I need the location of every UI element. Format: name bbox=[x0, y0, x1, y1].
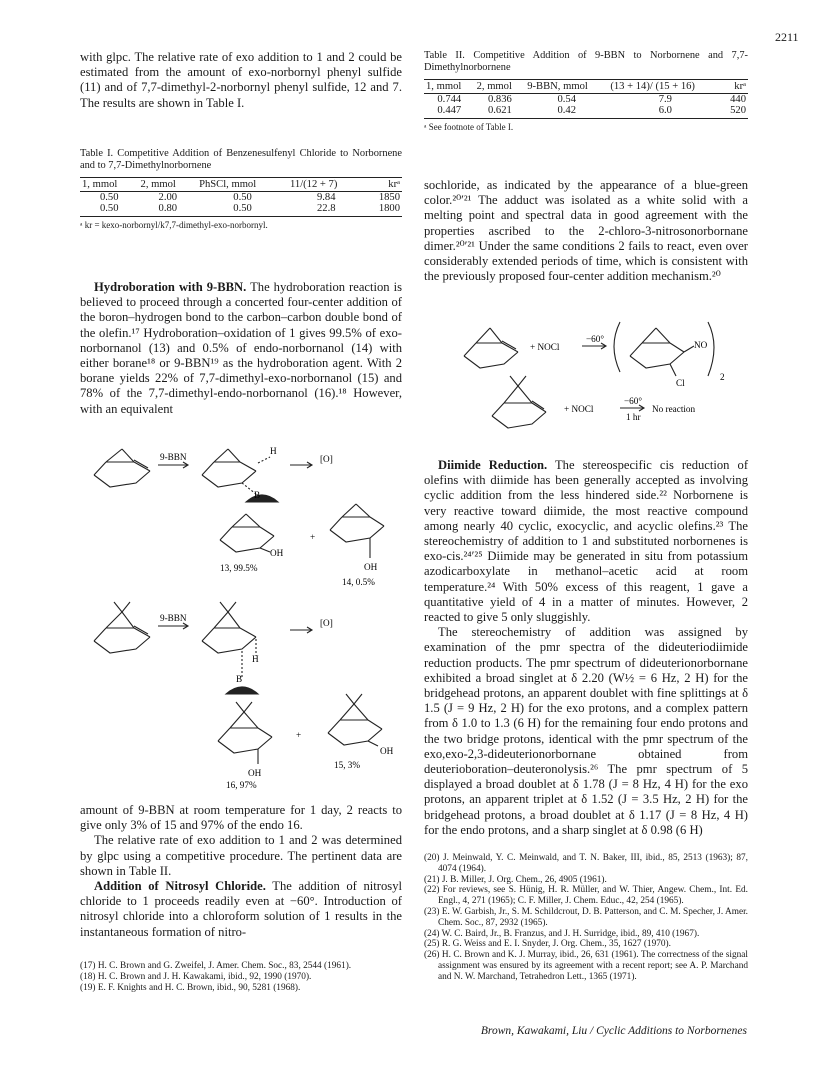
scheme-2-plus: + bbox=[296, 730, 302, 740]
table-2-cell: 0.447 bbox=[424, 105, 475, 119]
table-2-cell: 0.42 bbox=[525, 105, 608, 119]
reference-item: (18) H. C. Brown and J. H. Kawakami, ibid., 92, 1990 (1970). bbox=[80, 971, 312, 982]
table-2-footnote: ᵃ See footnote of Table I. bbox=[424, 122, 514, 132]
scheme-2-b: B bbox=[236, 674, 243, 684]
reference-item: (23) E. W. Garbish, Jr., S. M. Schildcrout, D. B. Patterson, and C. M. Specher, J. Amer. Chem. Soc., 87, 2932 (1965). bbox=[424, 906, 748, 928]
scheme-1-label-14: 14, 0.5% bbox=[342, 577, 375, 587]
table-1-cell: 22.8 bbox=[288, 203, 364, 217]
reference-item: (19) E. F. Knights and H. C. Brown, ibid., 90, 5281 (1968). bbox=[80, 982, 301, 993]
reference-item: (20) J. Meinwald, Y. C. Meinwald, and T. N. Baker, III, ibid., 85, 2513 (1963); 87, 4074 (1964). bbox=[424, 853, 748, 874]
nitrosyl-continued-section bbox=[424, 178, 748, 284]
table-2-header: 1, mmol bbox=[424, 80, 475, 94]
hydroboration-heading: Hydroboration with 9-BBN. bbox=[94, 280, 247, 294]
table-2-intro-paragraph: The relative rate of exo addition to 1 and 2 was determined by glpc using a competitive procedure. The pertinent data are shown in Table II. bbox=[80, 833, 402, 878]
table-1-cell: 0.50 bbox=[99, 192, 119, 203]
table-2-cell: 440 bbox=[730, 94, 746, 105]
running-footer: Brown, Kawakami, Liu / Cyclic Additions to Norbornenes bbox=[480, 1025, 747, 1037]
reference-item: (26) H. C. Brown and K. J. Murray, ibid., 26, 631 (1961). The correctness of the signal assignment was ensured by its agreement with a recent report; see A. P. Marchand and N. W. Marchand, Tetrahedron Lett., 1365 (1971). bbox=[424, 950, 748, 982]
nitrosyl-continued-text: sochloride, as indicated by the appearance of a blue-green color.²⁰ʹ²¹ The adduct was isolated as a white solid with a melting point and spectral data in good agreement with the properties ascribed to the 2-chloro-3-nitrosonorbornane dimer.²⁰ʹ²¹ Under the same conditions 2 fails to react, even over considerably extended periods of time, which is consistent with the previously proposed four-center addition mechanism.²⁰ bbox=[424, 178, 748, 284]
diimide-text: The stereospecific cis reduction of olefins with diimide has been generally accepted as involving cyclic addition from the less hindered side.²² Norbornene is very reactive toward diimide, the most reactive compound among nearly 40 cyclic, exocyclic, and acyclic olefins.²³ The stereochemistry of addition to 1 and substituted norbornenes is exo-cis.²⁴ʹ²⁵ Diimide may be generated in situ from potassium azodicarboxylate in methanol–acetic acid at room temperature.²⁴ With 50% excess of this reagent, 1 gave a quantitative yield of 4 in a matter of minutes. However, 2 reacted to give 5 only sluggishly. bbox=[424, 458, 749, 625]
table-1 bbox=[80, 148, 402, 231]
left-column-intro bbox=[80, 50, 402, 111]
right-references bbox=[424, 853, 748, 983]
table-2-cell: 6.0 bbox=[608, 105, 722, 119]
table-2-header: (13 + 14)/ (15 + 16) bbox=[608, 80, 722, 94]
table-2-header: krᵃ bbox=[722, 80, 748, 94]
table-1-header: PhSCl, mmol bbox=[197, 178, 288, 192]
table-1-cell: 0.50 bbox=[233, 192, 252, 203]
diimide-heading: Diimide Reduction. bbox=[438, 458, 548, 472]
scheme-1-h: H bbox=[270, 446, 277, 456]
scheme-1-label-13: 13, 99.5% bbox=[220, 563, 258, 573]
table-2-caption: Table II. Competitive Addition of 9-BBN to Norbornene and 7,7-Dimethylnorbornene bbox=[424, 50, 748, 73]
table-2-header: 2, mmol bbox=[475, 80, 526, 94]
scheme-2-h: H bbox=[252, 654, 259, 664]
table-2-cell: 0.744 bbox=[437, 94, 462, 105]
nitrosyl-heading: Addition of Nitrosyl Chloride. bbox=[94, 879, 266, 894]
hydroboration-continued: amount of 9-BBN at room temperature for 1 day, 2 reacts to give only 3% of 15 and 97% of the endo 16. bbox=[80, 803, 402, 833]
diimide-section bbox=[424, 458, 748, 838]
hydroboration-text: The hydroboration reaction is believed to proceed through a concerted four-center addition of the boron–hydrogen bond to the carbon–carbon double bond of the olefin.¹⁷ Hydroboration–oxidation of 1 gives 99.5% of exo-norbornanol (13) and 0.5% of endo-norbornanol (14) with either borane¹⁸ or 9-BBN¹⁹ as the hydroboration agent. With 2 borane yields 22% of 7,7-dimethyl-exo-norbornanol (15) and 78% of the 7,7-dimethyl-endo-norbornanol (16).¹⁸ However, with an equivalent bbox=[80, 280, 403, 416]
scheme-1-reagent: 9-BBN bbox=[160, 452, 187, 462]
scheme-3-reagent: + NOCl bbox=[530, 342, 560, 352]
scheme-1-ox: [O] bbox=[320, 454, 333, 464]
scheme-2-label-16: 16, 97% bbox=[226, 780, 257, 790]
table-2-header: 9-BBN, mmol bbox=[525, 80, 608, 94]
reference-item: (24) W. C. Baird, Jr., B. Franzus, and J. H. Surridge, ibid., 89, 410 (1967). bbox=[424, 928, 700, 939]
table-1-grid bbox=[80, 177, 402, 217]
hydroboration-section bbox=[80, 280, 402, 417]
intro-paragraph: with glpc. The relative rate of exo addition to 1 and 2 could be estimated from the amount of exo-norbornyl phenyl sulfide (11) and of 7,7-dimethyl-2-norbornyl phenyl sulfide, 12 and 7. The results are shown in Table I. bbox=[80, 50, 402, 110]
reference-item: (17) H. C. Brown and G. Zweifel, J. Amer. Chem. Soc., 83, 2544 (1961). bbox=[80, 961, 352, 971]
scheme-3-cl: Cl bbox=[676, 378, 685, 388]
scheme-3-temp: −60° bbox=[586, 334, 605, 344]
scheme-3-no: NO bbox=[694, 340, 708, 350]
reference-item: (22) For reviews, see S. Hünig, H. R. Müller, and W. Thier, Angew. Chem., Int. Ed. Engl., 4, 271 (1965); C. F. Miller, J. Chem. Educ., 42, 254 (1965). bbox=[424, 885, 748, 907]
nocl-scheme bbox=[440, 316, 740, 441]
table-2 bbox=[424, 50, 748, 133]
reference-item: (21) J. B. Miller, J. Org. Chem., 26, 4905 (1961). bbox=[424, 874, 607, 885]
scheme-1-oh-exo: OH bbox=[270, 548, 284, 558]
page-number: 2211 bbox=[775, 30, 799, 44]
scheme-2-ox: [O] bbox=[320, 618, 333, 628]
table-1-caption: Table I. Competitive Addition of Benzenesulfenyl Chloride to Norbornene and to 7,7-Dimethylnorbornene bbox=[80, 148, 402, 171]
table-1-footnote: ᵃ kr = kexo-norbornyl/k7,7-dimethyl-exo-norbornyl. bbox=[80, 220, 268, 230]
table-2-cell: 0.621 bbox=[475, 105, 526, 119]
scheme-1-oh-endo: OH bbox=[364, 562, 378, 572]
table-1-header: 11/(12 + 7) bbox=[288, 178, 364, 192]
scheme-1-plus: + bbox=[310, 532, 316, 542]
scheme-4-time: 1 hr bbox=[626, 412, 641, 422]
left-references bbox=[80, 961, 402, 993]
table-1-cell: 1850 bbox=[378, 192, 400, 203]
table-1-header: 1, mmol bbox=[80, 178, 139, 192]
hydroboration-scheme-dimethylnorbornene bbox=[80, 596, 400, 790]
table-1-cell: 2.00 bbox=[158, 192, 178, 203]
scheme-2-label-15: 15, 3% bbox=[334, 760, 361, 770]
table-2-cell: 7.9 bbox=[658, 94, 672, 105]
left-column-continued bbox=[80, 803, 402, 940]
scheme-4-temp: −60° bbox=[624, 396, 643, 406]
scheme-2-oh-endo: OH bbox=[248, 768, 262, 778]
table-1-cell: 0.50 bbox=[80, 203, 139, 217]
table-2-grid bbox=[424, 79, 748, 119]
table-2-cell: 0.54 bbox=[557, 94, 577, 105]
table-1-cell: 9.84 bbox=[316, 192, 336, 203]
table-2-cell: 520 bbox=[722, 105, 748, 119]
table-1-cell: 1800 bbox=[364, 203, 402, 217]
hydroboration-scheme-norbornene bbox=[80, 440, 400, 590]
scheme-2-reagent: 9-BBN bbox=[160, 613, 187, 623]
scheme-4-reagent: + NOCl bbox=[564, 404, 594, 414]
table-1-header: 2, mmol bbox=[139, 178, 198, 192]
table-1-header: krᵃ bbox=[364, 178, 402, 192]
pmr-paragraph: The stereochemistry of addition was assigned by examination of the pmr spectra of the dideuteriodiimide reduction products. The pmr spectrum of dideuterionorbornane exhibited a broad singlet at δ 2.20 (W½ = 6 Hz, 2 H) for the bridgehead protons, an apparent doublet with fine splittings at δ 1.5 (J = 9 Hz, 2 H) for the exo protons, and a complex pattern from δ 1.0 to 1.3 (6 H) for the remaining four endo protons and the two bridge protons, identical with the pmr spectrum of the exo,exo-2,3-dideuterionorbornane obtained from deuterioboration–deuteronolysis.²⁶ The pmr spectrum of 5 displayed a broad doublet at δ 1.78 (J = 8 Hz, 4 H) for the exo protons, an apparent triplet at δ 1.52 (J = 3.5 Hz, 2 H) for the bridgehead protons, a broad doublet at δ 1.17 (J = 8 Hz, 4 H) for the endo protons, and a sharp singlet at δ 0.98 (6 H) bbox=[424, 625, 748, 837]
table-2-cell: 0.836 bbox=[487, 94, 512, 105]
nitrosyl-text: The addition of nitrosyl chloride to 1 proceeds readily even at −60°. Introduction of nitrosyl chloride into a chloroform solution of 1 results in the instantaneous formation of nitro- bbox=[80, 879, 402, 939]
scheme-1-b: B bbox=[254, 490, 261, 500]
scheme-3-subscript: 2 bbox=[720, 372, 725, 382]
reference-item: (25) R. G. Weiss and E. I. Snyder, J. Org. Chem., 35, 1627 (1970). bbox=[424, 939, 671, 950]
scheme-4-result: No reaction bbox=[652, 404, 696, 414]
table-1-cell: 0.80 bbox=[139, 203, 198, 217]
table-1-cell: 0.50 bbox=[197, 203, 288, 217]
scheme-2-oh-exo: OH bbox=[380, 746, 394, 756]
